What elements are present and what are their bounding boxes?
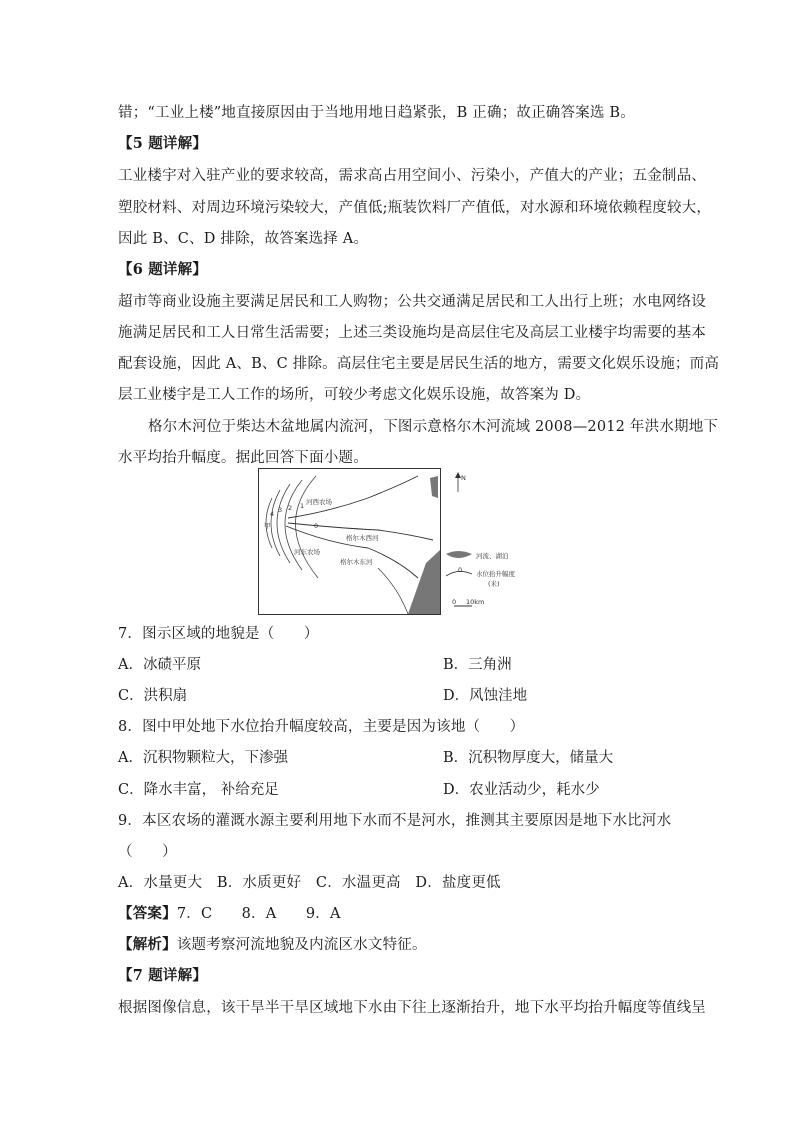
option-c: C．洪积扇 — [118, 688, 188, 704]
north-arrow-icon — [455, 472, 466, 492]
contour-label: 2 — [288, 504, 293, 512]
text-line: 塑胶材料、对周边环境污染较大，产值低;瓶装饮料厂产值低，对水源和环境依赖程度较大， — [118, 200, 712, 216]
map-figure — [258, 468, 694, 618]
legend-river — [446, 551, 509, 560]
legend-contour — [446, 566, 516, 588]
question-paren: （ ） — [118, 844, 177, 860]
text-line: 因此 B、C、D 排除，故答案选择 A。 — [118, 231, 369, 247]
section-heading: 【5 题详解】 — [118, 135, 208, 152]
option-d: D．风蚀洼地 — [443, 688, 528, 704]
svg-text:河流、湖泊: 河流、湖泊 — [476, 552, 509, 560]
question-options: A．水量更大 B．水质更好 C．水温更高 D．盐度更低 — [118, 875, 501, 891]
svg-text:水位抬升幅度: 水位抬升幅度 — [476, 570, 515, 578]
map-label-hedong: 河东农场 — [294, 548, 320, 556]
svg-text:0: 0 — [458, 566, 463, 574]
analysis-text: 该题考察河流地貌及内流区水文特征。 — [176, 937, 427, 953]
answer-heading: 【答案】 — [118, 905, 177, 922]
svg-text:N: N — [461, 474, 466, 482]
svg-text:10km: 10km — [466, 598, 485, 606]
text-line: 格尔木河位于柴达木盆地属内流河，下图示意格尔木河流域 2008—2012 年洪水期地下 — [148, 419, 719, 435]
map-svg — [258, 468, 694, 618]
answer-line — [118, 904, 688, 924]
section-heading: 【7 题详解】 — [118, 967, 208, 984]
contour-label: 3 — [278, 506, 283, 514]
map-label-east-river: 格尔木东河 — [340, 558, 373, 566]
text-line: 水平均抬升幅度。据此回答下面小题。 — [118, 450, 368, 466]
question-stem: 8．图中甲处地下水位抬升幅度较高，主要是因为该地（ ） — [118, 719, 525, 735]
option-a: A．沉积物颗粒大，下渗强 — [118, 750, 288, 766]
text-line: 层工业楼宇是工人工作的场所，可较少考虑文化娱乐设施，故答案为 D。 — [118, 387, 591, 403]
option-a: A．冰碛平原 — [118, 657, 201, 673]
map-label-hexi: 河西农场 — [306, 498, 332, 506]
option-b: B．三角洲 — [443, 657, 512, 673]
map-label-west-river: 格尔木西河 — [346, 534, 379, 542]
analysis-line — [118, 935, 688, 955]
option-c: C．降水丰富， 补给充足 — [118, 782, 279, 798]
answer-text: 7．C 8．A 9．A — [176, 906, 341, 922]
svg-text:(米): (米) — [488, 580, 500, 588]
contour-label: 1 — [300, 502, 305, 510]
option-b: B．沉积物厚度大，储量大 — [443, 750, 614, 766]
text-line: 配套设施，因此 A、B、C 排除。高层住宅主要是居民生活的地方，需要文化娱乐设施；而高 — [118, 356, 720, 372]
contour-label: 4 — [270, 510, 275, 518]
text-line: 错；“工业上楼”地直接原因由于当地用地日趋紧张，B 正确；故正确答案选 B。 — [118, 105, 635, 121]
analysis-heading: 【解析】 — [118, 936, 177, 953]
option-d: D．农业活动少，耗水少 — [443, 782, 600, 798]
contour-label: 0 — [314, 522, 319, 530]
scale-bar — [452, 598, 484, 606]
question-stem: 9．本区农场的灌溉水源主要利用地下水而不是河水，推测其主要原因是地下水比河水 — [118, 813, 672, 829]
svg-text:0: 0 — [452, 598, 457, 606]
section-heading: 【6 题详解】 — [118, 261, 208, 278]
text-line: 超市等商业设施主要满足居民和工人购物；公共交通满足居民和工人出行上班；水电网络设 — [118, 294, 706, 310]
text-line: 施满足居民和工人日常生活需要；上述三类设施均是高层住宅及高层工业楼宇均需要的基本 — [118, 325, 706, 341]
map-label-jia: 甲 — [264, 522, 271, 530]
text-line: 工业楼宇对入驻产业的要求较高，需求高占用空间小、污染小，产值大的产业；五金制品、 — [118, 168, 706, 184]
text-line: 根据图像信息，该干旱半干旱区域地下水由下往上逐渐抬升，地下水平均抬升幅度等值线呈 — [118, 1000, 706, 1016]
question-stem: 7．图示区域的地貌是（ ） — [118, 626, 319, 642]
